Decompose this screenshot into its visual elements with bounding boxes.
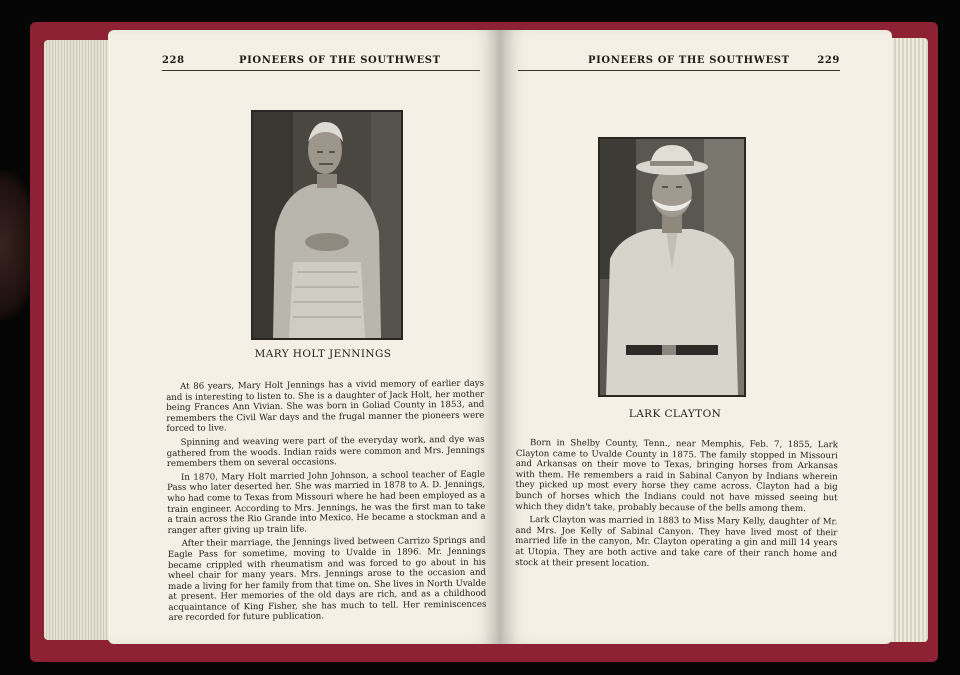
running-head: PIONEERS OF THE SOUTHWEST	[588, 55, 790, 66]
paragraph: After their marriage, the Jennings lived between Carrizo Springs and Eagle Pass for sometime, moving to Uvalde in 1896. Mr. Jennings became crippled with rheumatism and was forced to go about in his wheel chair for many years. Mrs. Jennings arose to the occasion and made a living for her family from that time on. She lives in North Uvalde at present. Her memories of the old days are rich, and as a childhood acquaintance of King Fisher, she has much to tell. Her reminiscences are recorded for future publication.	[167, 535, 487, 624]
page-edges-right	[890, 38, 928, 642]
left-page	[108, 30, 500, 644]
photo-caption: MARY HOLT JENNINGS	[254, 348, 392, 360]
running-head: PIONEERS OF THE SOUTHWEST	[239, 55, 441, 66]
left-header	[162, 52, 480, 71]
page-number: 229	[817, 55, 840, 66]
page-number: 228	[162, 55, 185, 66]
paragraph: Spinning and weaving were part of the everyday work, and dye was gathered from the woods. Indian raids were common and Mrs. Jennings remembers them on several occasions.	[166, 434, 485, 470]
right-header	[518, 52, 840, 71]
article-body	[166, 379, 487, 627]
portrait-photo-icon	[598, 137, 746, 397]
paragraph: Born in Shelby County, Tenn., near Memphis, Feb. 7, 1855, Lark Clayton came to Uvalde County in 1875. The family stopped in Missouri and Arkansas on their move to Texas, bringing horses from Arkansas with them. He remembers a raid in Sabinal Canyon by Indians wherein they picked up most every horse they came across. Clayton had a big bunch of horses which the Indians could not have missed seeing but which they didn't take, probably because of the bells among them.	[515, 438, 838, 514]
article-body	[515, 438, 838, 573]
portrait-photo-icon	[251, 110, 403, 340]
paragraph: In 1870, Mary Holt married John Johnson, a school teacher of Eagle Pass who later deserted her. She was married in 1878 to A. D. Jennings, who had come to Texas from Missouri where he had been employed as a train engineer. According to Mrs. Jennings, he was the first man to take a train across the Rio Grande into Mexico. He became a stockman and a ranger after giving up train life.	[167, 469, 486, 536]
paragraph: At 86 years, Mary Holt Jennings has a vivid memory of earlier days and is interesting to listen to. She is a daughter of Jack Holt, her mother being Frances Ann Vivian. She was born in Goliad County in 1853, and remembers the Civil War days and the frugal manner the pioneers were forced to live.	[166, 378, 485, 435]
right-page	[500, 30, 892, 644]
page-edges-left	[44, 40, 110, 640]
photo-caption: LARK CLAYTON	[628, 408, 722, 420]
paragraph: Lark Clayton was married in 1883 to Miss Mary Kelly, daughter of Mr. and Mrs. Joe Kelly of Sabinal Canyon. They have lived most of their married life in the canyon, Mr. Clayton operating a gin and mill 14 years at Utopia. They are both active and take care of their ranch home and stock at their present location.	[515, 515, 838, 569]
